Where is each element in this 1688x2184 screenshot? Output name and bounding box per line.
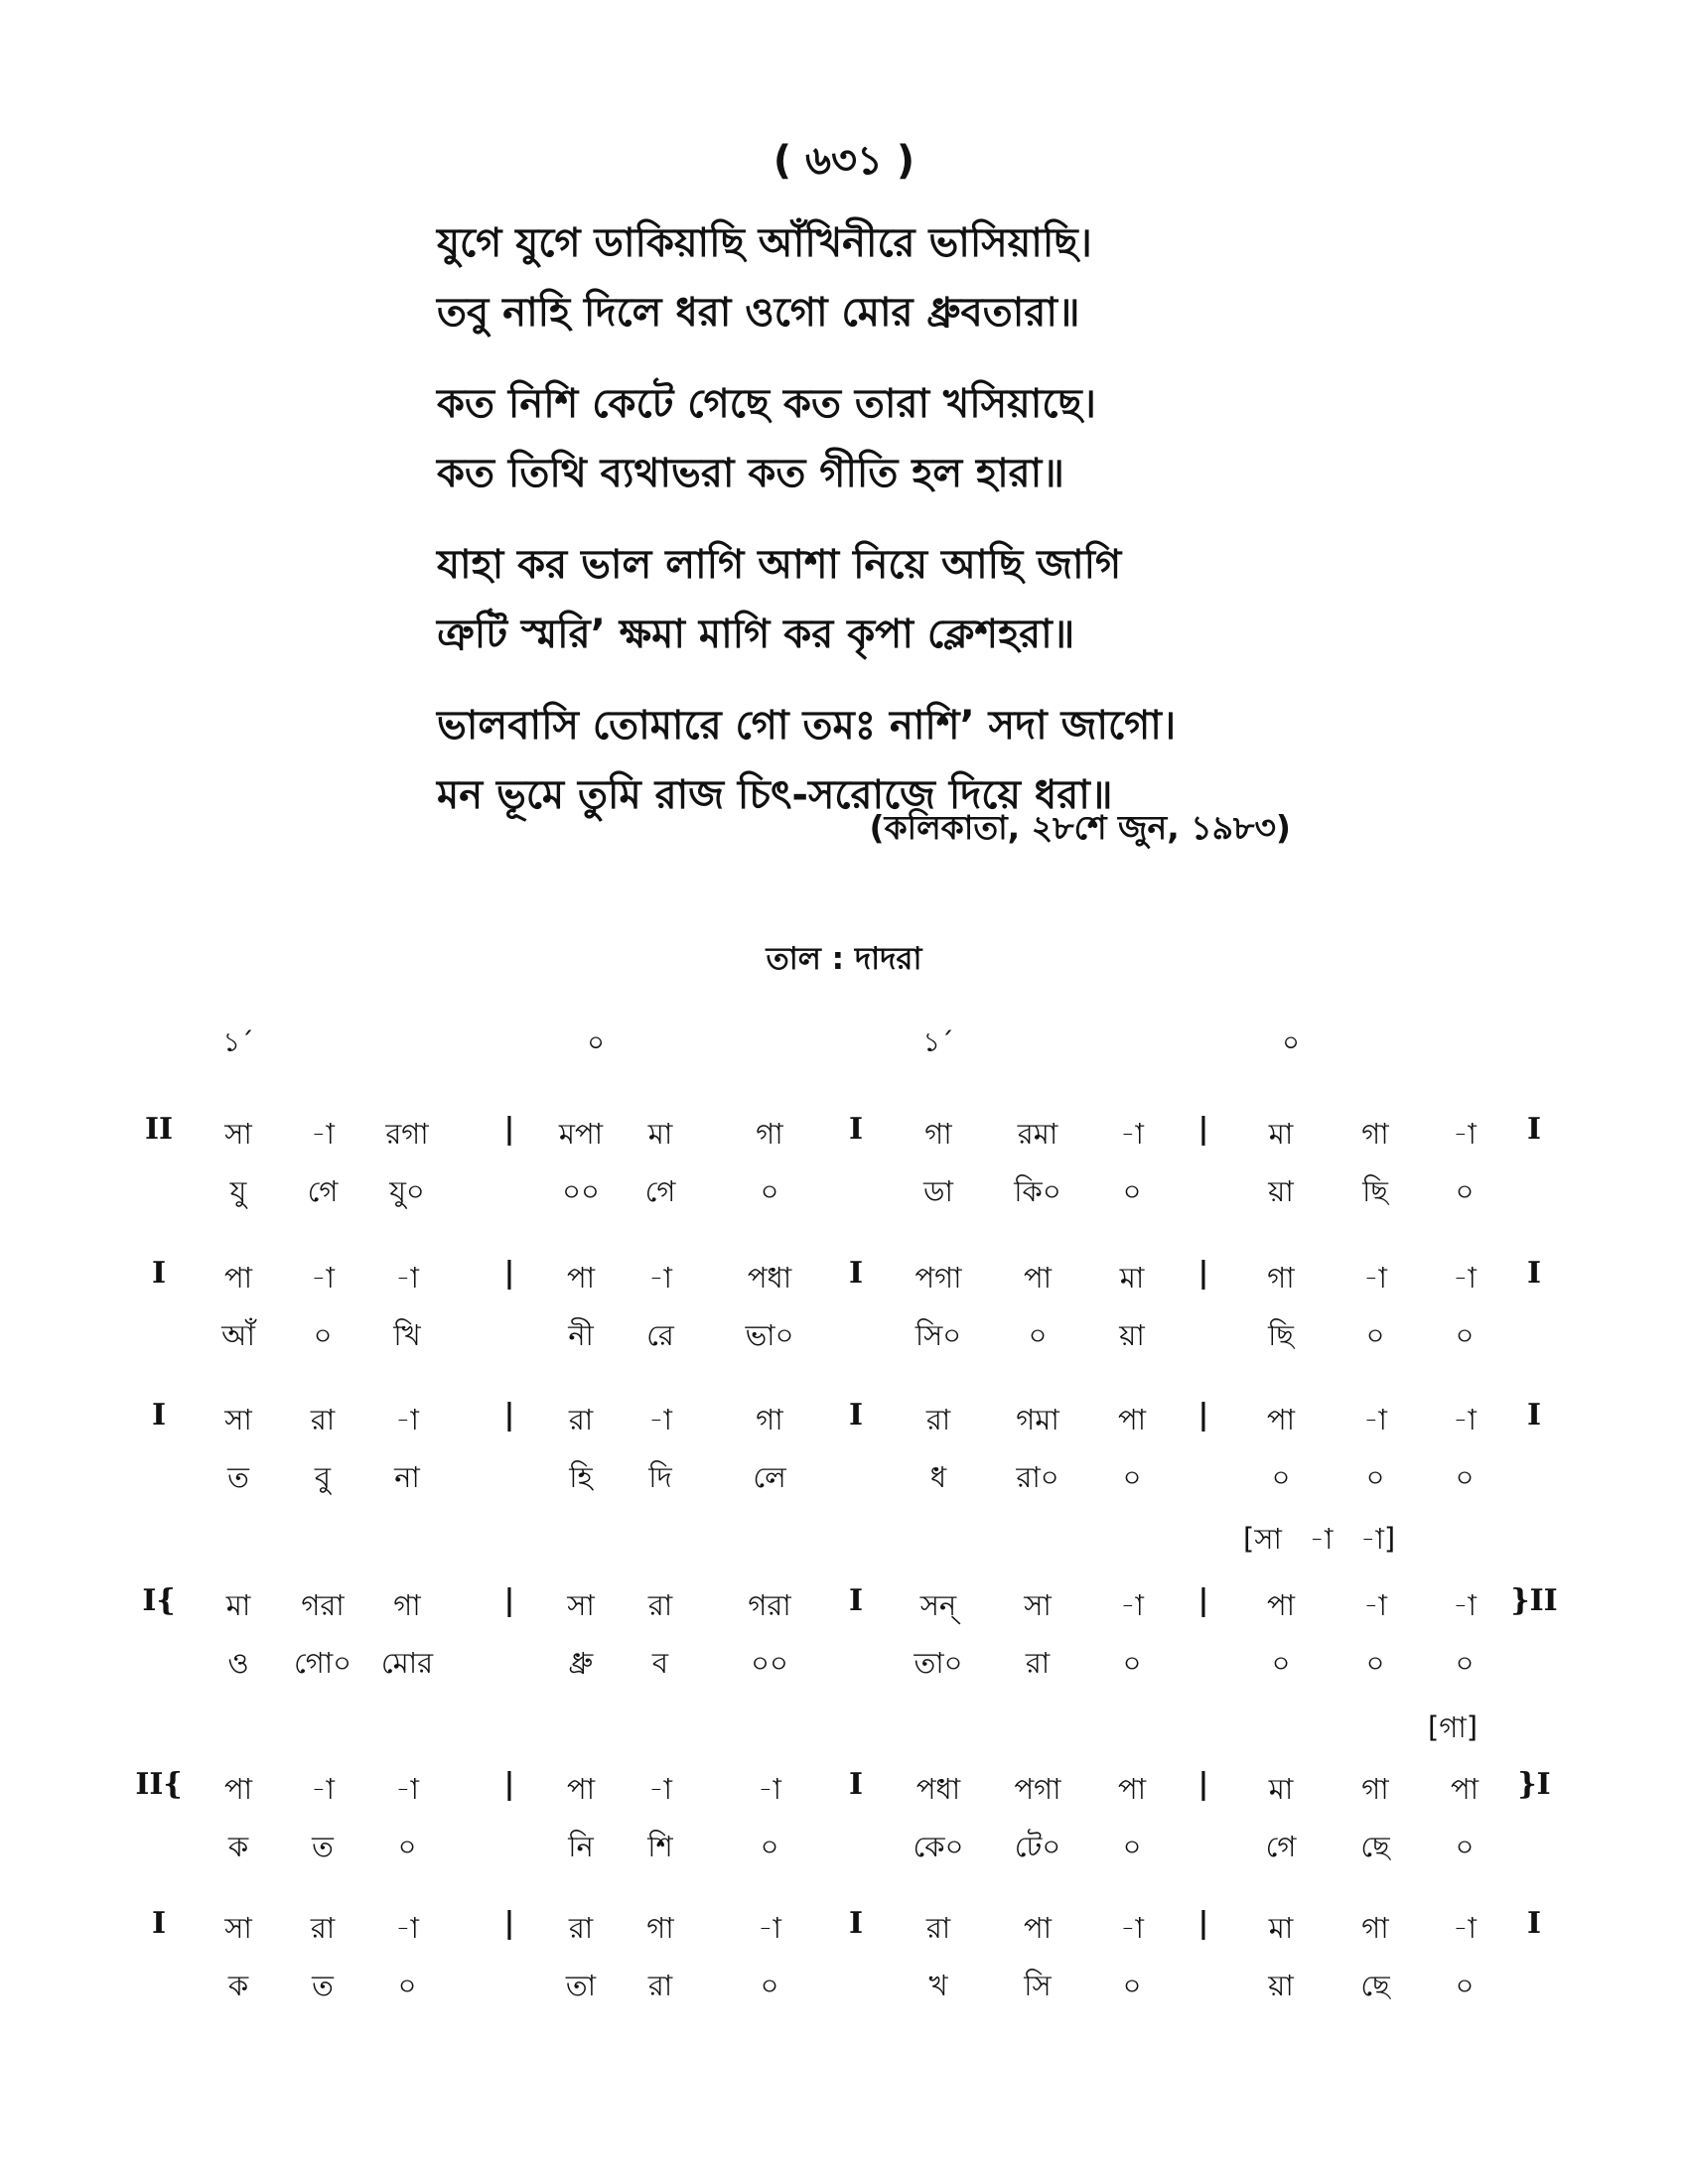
lyric-cell: তা	[565, 1969, 597, 2002]
beat-mark: ০	[1282, 1027, 1300, 1058]
note-cell: রা	[647, 1588, 673, 1622]
lyric-cell: ০	[313, 1318, 333, 1352]
lyric-cell: কে০	[913, 1830, 964, 1863]
note-cell: গমা	[1016, 1403, 1059, 1436]
row-end-marker: I	[1526, 1398, 1542, 1433]
lyric-cell: ০	[760, 1174, 779, 1208]
lyric-cell: মোর	[380, 1646, 434, 1680]
alternate-notes: [সা -া -া]	[1243, 1522, 1396, 1556]
lyric-cell: ০	[1271, 1646, 1291, 1680]
lyric-cell: ০	[1028, 1318, 1048, 1352]
lyric-cell: গে	[1265, 1830, 1297, 1863]
lyric-cell: রা	[647, 1969, 673, 2002]
lyric-cell: ০	[1122, 1174, 1142, 1208]
note-cell: রা	[310, 1403, 336, 1436]
lyric-cell: সি	[1024, 1969, 1052, 2002]
lyric-cell: হি	[569, 1460, 593, 1494]
lyric-cell: ত	[227, 1460, 249, 1494]
lyric-cell: ত	[312, 1969, 334, 2002]
note-cell: -া	[311, 1117, 335, 1151]
note-cell: -া	[758, 1772, 781, 1806]
lyric-cell: সি০	[914, 1318, 962, 1352]
lyric-cell: ০	[760, 1830, 779, 1863]
note-cell: -া	[395, 1261, 419, 1295]
note-cell: পা	[566, 1772, 596, 1806]
lyric-cell: রে	[646, 1318, 674, 1352]
note-cell: গা	[1361, 1117, 1389, 1151]
bar-line: |	[503, 1906, 515, 1941]
row-start-marker: II{	[135, 1767, 183, 1802]
note-cell: পধা	[747, 1261, 792, 1295]
note-cell: মা	[1268, 1772, 1294, 1806]
note-cell: মা	[1119, 1261, 1145, 1295]
lyric-cell: ০	[760, 1969, 779, 2002]
bar-line: |	[503, 1398, 515, 1433]
note-cell: মা	[647, 1117, 673, 1151]
note-cell: -া	[311, 1261, 335, 1295]
note-cell: -া	[395, 1403, 419, 1436]
note-cell: -া	[1453, 1261, 1477, 1295]
tal-heading: তাল : দাদরা	[766, 941, 922, 977]
note-cell: পগা	[914, 1261, 962, 1295]
note-cell: সা	[224, 1911, 252, 1945]
lyric-cell: ও	[227, 1646, 249, 1680]
note-cell: পা	[1117, 1772, 1147, 1806]
lyric-cell: বু	[314, 1460, 332, 1494]
note-cell: গা	[756, 1117, 783, 1151]
alternate-notes: [গা]	[1428, 1710, 1478, 1744]
note-cell: -া	[1363, 1403, 1387, 1436]
lyric-cell: ০	[1122, 1460, 1142, 1494]
lyric-cell: কি০	[1014, 1174, 1061, 1208]
note-cell: -া	[648, 1403, 672, 1436]
note-cell: গা	[1361, 1772, 1389, 1806]
lyric-cell: শি	[647, 1830, 673, 1863]
lyric-cell: তা০	[914, 1646, 963, 1680]
beat-mark: ০	[587, 1027, 605, 1058]
lyric-cell: ০	[1365, 1646, 1385, 1680]
note-cell: মপা	[558, 1117, 604, 1151]
section-line: I	[848, 1398, 864, 1433]
row-end-marker: }I	[1517, 1767, 1551, 1802]
note-cell: সা	[1024, 1588, 1052, 1622]
poem-line: মন ভূমে তুমি রাজ চিৎ-সরোজে দিয়ে ধরা॥	[437, 772, 1113, 818]
lyric-cell: ০	[1455, 1318, 1475, 1352]
row-end-marker: I	[1526, 1256, 1542, 1291]
lyric-cell: ০	[1122, 1969, 1142, 2002]
lyric-cell: ০	[1455, 1830, 1475, 1863]
note-cell: গা	[756, 1403, 783, 1436]
note-cell: রমা	[1017, 1117, 1058, 1151]
poem-line: কত তিথি ব্যথাভরা কত গীতি হল হারা॥	[437, 451, 1064, 496]
bar-line: |	[1197, 1767, 1209, 1802]
note-cell: গা	[1361, 1911, 1389, 1945]
note-cell: -া	[1453, 1911, 1477, 1945]
lyric-cell: ০	[1271, 1460, 1291, 1494]
section-line: I	[848, 1767, 864, 1802]
lyric-cell: রা	[1025, 1646, 1051, 1680]
note-cell: -া	[648, 1772, 672, 1806]
section-line: I	[848, 1583, 864, 1618]
poem-line: যাহা কর ভাল লাগি আশা নিয়ে আছি জাগি	[437, 542, 1122, 588]
note-cell: সা	[224, 1117, 252, 1151]
note-cell: রা	[310, 1911, 336, 1945]
lyric-cell: খ	[928, 1969, 948, 2002]
note-cell: মা	[1268, 1911, 1294, 1945]
note-cell: -া	[395, 1911, 419, 1945]
bar-line: |	[503, 1112, 515, 1147]
note-cell: পা	[1117, 1403, 1147, 1436]
page-number: ( ৬৩১ )	[773, 138, 915, 184]
note-cell: -া	[1363, 1588, 1387, 1622]
note-cell: সন্	[919, 1588, 957, 1622]
lyric-cell: নী	[568, 1318, 594, 1352]
note-cell: -া	[311, 1772, 335, 1806]
lyric-cell: ০	[397, 1830, 417, 1863]
poem-line: যুগে যুগে ডাকিয়াছি আঁখিনীরে ভাসিয়াছি।	[437, 220, 1092, 266]
lyric-cell: ০	[1122, 1830, 1142, 1863]
note-cell: পধা	[915, 1772, 961, 1806]
poem-line: ত্রুটি স্মরি’ ক্ষমা মাগি কর কৃপা ক্লেশহরা॥	[437, 612, 1075, 657]
note-cell: -া	[1453, 1588, 1477, 1622]
note-cell: গা	[924, 1117, 952, 1151]
note-cell: পা	[223, 1261, 253, 1295]
lyric-cell: ব	[651, 1646, 669, 1680]
lyric-cell: টে০	[1014, 1830, 1061, 1863]
lyric-cell: ০	[1455, 1174, 1475, 1208]
note-cell: গা	[393, 1588, 421, 1622]
row-start-marker: I	[151, 1906, 167, 1941]
lyric-cell: ০	[397, 1969, 417, 2002]
lyric-cell: ছি	[1362, 1174, 1388, 1208]
note-cell: -া	[648, 1261, 672, 1295]
lyric-cell: ছে	[1360, 1969, 1390, 2002]
note-cell: মা	[225, 1588, 251, 1622]
lyric-cell: য়া	[1119, 1318, 1145, 1352]
note-cell: -া	[1453, 1117, 1477, 1151]
row-start-marker: II	[144, 1112, 174, 1147]
note-cell: রা	[568, 1911, 594, 1945]
row-end-marker: }II	[1510, 1583, 1558, 1618]
dateline: (কলিকাতা, ২৮শে জুন, ১৯৮৩)	[869, 808, 1291, 847]
bar-line: |	[1197, 1112, 1209, 1147]
beat-mark: ১´	[922, 1027, 954, 1058]
note-cell: পা	[1023, 1911, 1053, 1945]
lyric-cell: ক	[227, 1830, 249, 1863]
lyric-cell: গো০	[293, 1646, 352, 1680]
note-cell: পা	[1266, 1588, 1296, 1622]
note-cell: গরা	[301, 1588, 345, 1622]
lyric-cell: ০	[1365, 1460, 1385, 1494]
note-cell: গরা	[748, 1588, 791, 1622]
bar-line: |	[1197, 1398, 1209, 1433]
lyric-cell: ধ	[929, 1460, 947, 1494]
bar-line: |	[1197, 1906, 1209, 1941]
lyric-cell: যু০	[389, 1174, 425, 1208]
lyric-cell: খি	[393, 1318, 421, 1352]
note-cell: -া	[395, 1772, 419, 1806]
poem-line: কত নিশি কেটে গেছে কত তারা খসিয়াছে।	[437, 381, 1096, 427]
note-cell: পা	[223, 1772, 253, 1806]
row-start-marker: I{	[142, 1583, 176, 1618]
bar-line: |	[503, 1767, 515, 1802]
note-cell: -া	[1453, 1403, 1477, 1436]
note-cell: পা	[1023, 1261, 1053, 1295]
poem-line: ভালবাসি তোমারে গো তমঃ নাশি’ সদা জাগো।	[437, 703, 1177, 749]
note-cell: মা	[1268, 1117, 1294, 1151]
row-start-marker: I	[151, 1256, 167, 1291]
bar-line: |	[1197, 1256, 1209, 1291]
lyric-cell: ০০	[751, 1646, 788, 1680]
lyric-cell: য়া	[1268, 1969, 1294, 2002]
lyric-cell: ০	[1122, 1646, 1142, 1680]
section-line: I	[848, 1112, 864, 1147]
lyric-cell: ০	[1455, 1460, 1475, 1494]
lyric-cell: না	[394, 1460, 420, 1494]
note-cell: গা	[646, 1911, 674, 1945]
lyric-cell: গে	[307, 1174, 339, 1208]
note-cell: পা	[1266, 1403, 1296, 1436]
lyric-cell: ডা	[923, 1174, 953, 1208]
lyric-cell: ০	[1455, 1969, 1475, 2002]
note-cell: রা	[568, 1403, 594, 1436]
lyric-cell: আঁ	[221, 1318, 255, 1352]
lyric-cell: য়া	[1268, 1174, 1294, 1208]
lyric-cell: ছে	[1360, 1830, 1390, 1863]
bar-line: |	[503, 1583, 515, 1618]
lyric-cell: ধ্রু	[568, 1646, 594, 1680]
lyric-cell: ক	[227, 1969, 249, 2002]
section-line: I	[848, 1906, 864, 1941]
lyric-cell: ০	[1455, 1646, 1475, 1680]
poem-line: তবু নাহি দিলে ধরা ওগো মোর ধ্রুবতারা॥	[437, 290, 1080, 336]
lyric-cell: নি	[568, 1830, 594, 1863]
lyric-cell: দি	[648, 1460, 672, 1494]
note-cell: -া	[1120, 1588, 1144, 1622]
note-cell: সা	[567, 1588, 595, 1622]
note-cell: -া	[1120, 1911, 1144, 1945]
lyric-cell: রা০	[1016, 1460, 1059, 1494]
note-cell: সা	[224, 1403, 252, 1436]
lyric-cell: ছি	[1268, 1318, 1294, 1352]
note-cell: গা	[1267, 1261, 1295, 1295]
lyric-cell: গে	[644, 1174, 676, 1208]
note-cell: পা	[1450, 1772, 1479, 1806]
note-cell: পগা	[1014, 1772, 1061, 1806]
row-start-marker: I	[151, 1398, 167, 1433]
note-cell: রা	[925, 1911, 951, 1945]
lyric-cell: ০০	[562, 1174, 600, 1208]
lyric-cell: লে	[753, 1460, 786, 1494]
note-cell: পা	[566, 1261, 596, 1295]
row-end-marker: I	[1526, 1906, 1542, 1941]
lyric-cell: যু	[229, 1174, 247, 1208]
beat-mark: ১´	[222, 1027, 254, 1058]
note-cell: রা	[925, 1403, 951, 1436]
lyric-cell: ০	[1365, 1318, 1385, 1352]
section-line: I	[848, 1256, 864, 1291]
note-cell: রগা	[385, 1117, 429, 1151]
bar-line: |	[503, 1256, 515, 1291]
lyric-cell: ত	[312, 1830, 334, 1863]
bar-line: |	[1197, 1583, 1209, 1618]
note-cell: -া	[1363, 1261, 1387, 1295]
lyric-cell: ভা০	[745, 1318, 794, 1352]
note-cell: -া	[758, 1911, 781, 1945]
row-end-marker: I	[1526, 1112, 1542, 1147]
note-cell: -া	[1120, 1117, 1144, 1151]
